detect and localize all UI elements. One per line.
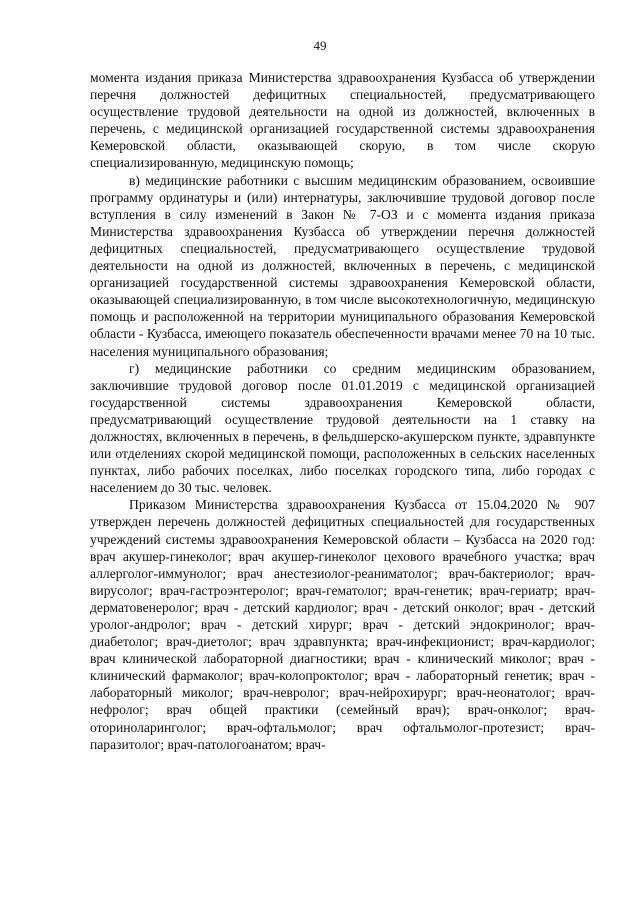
page-number: 49 (313, 38, 327, 53)
paragraph-item-g: г) медицинские работники со средним медицинским образованием, заключившие трудовой договор после 01.01.2019 с медицинской организацией государственной системы здравоохранения Кемеровской области, предусматривающий осуществление трудовой деятельности на 1 ставку на должностях, включенных в перечень, в фельдшерско-акушерском пункте, здравпункте или отделениях скорой медицинской помощи, расположенных в сельских населенных пунктах, либо рабочих поселках, либо поселках городского типа, либо городах с населением до 30 тыс. человек. (90, 360, 595, 496)
paragraph-item-v: в) медицинские работники с высшим медицинским образованием, освоившие программу ординатуры и (или) интернатуры, заключившие трудовой договор после вступления в силу изменений в Закон № 7-ОЗ и с момента издания приказа Министерства здравоохранения Кузбасса об утверждении перечня должностей дефицитных специальностей, предусматривающего осуществление трудовой деятельности на одной из должностей, включенных в перечень, с медицинской организацией государственной системы здравоохранения Кемеровской области, оказывающей специализированную, в том числе высокотехнологичную, медицинскую помощь и расположенной на территории муниципального образования Кемеровской области - Кузбасса, имеющего показатель обеспеченности врачами менее 70 на 10 тыс. населения муниципального образования; (90, 172, 595, 359)
paragraph-order-list: Приказом Министерства здравоохранения Кузбасса от 15.04.2020 № 907 утвержден перечень должностей дефицитных специальностей для государственных учреждений системы здравоохранения Кемеровской области – Кузбасса на 2020 год: врач акушер-гинеколог; врач акушер-гинеколог цехового врачебного участка; врач аллерголог-иммунолог; врач анестезиолог-реаниматолог; врач-бактериолог; врач-вирусолог; врач-гастроэнтеролог; врач-гематолог; врач-генетик; врач-гериатр; врач-дерматовенеролог; врач - детский кардиолог; врач - детский онколог; врач - детский уролог-андролог; врач - детский хирург; врач - детский эндокринолог; врач-диабетолог; врач-диетолог; врач здравпункта; врач-инфекционист; врач-кардиолог; врач клинической лабораторной диагностики; врач - клинический миколог; врач - клинический фармаколог; врач-колопроктолог; врач - лабораторный генетик; врач - лабораторный миколог; врач-невролог; врач-нейрохирург; врач-неонатолог; врач-нефролог; врач общей практики (семейный врач); врач-онколог; врач-оториноларинголог; врач-офтальмолог; врач офтальмолог-протезист; врач-паразитолог; врач-патологоанатом; врач- (90, 497, 595, 752)
body-text (90, 69, 595, 753)
paragraph-continuation: момента издания приказа Министерства здравоохранения Кузбасса об утверждении перечня должностей дефицитных специальностей, предусматривающего осуществление трудовой деятельности на одной из должностей, включенных в перечень, с медицинской организацией государственной системы здравоохранения Кемеровской области, оказывающей скорую, в том числе скорую специализированную, медицинскую помощь; (90, 70, 595, 171)
